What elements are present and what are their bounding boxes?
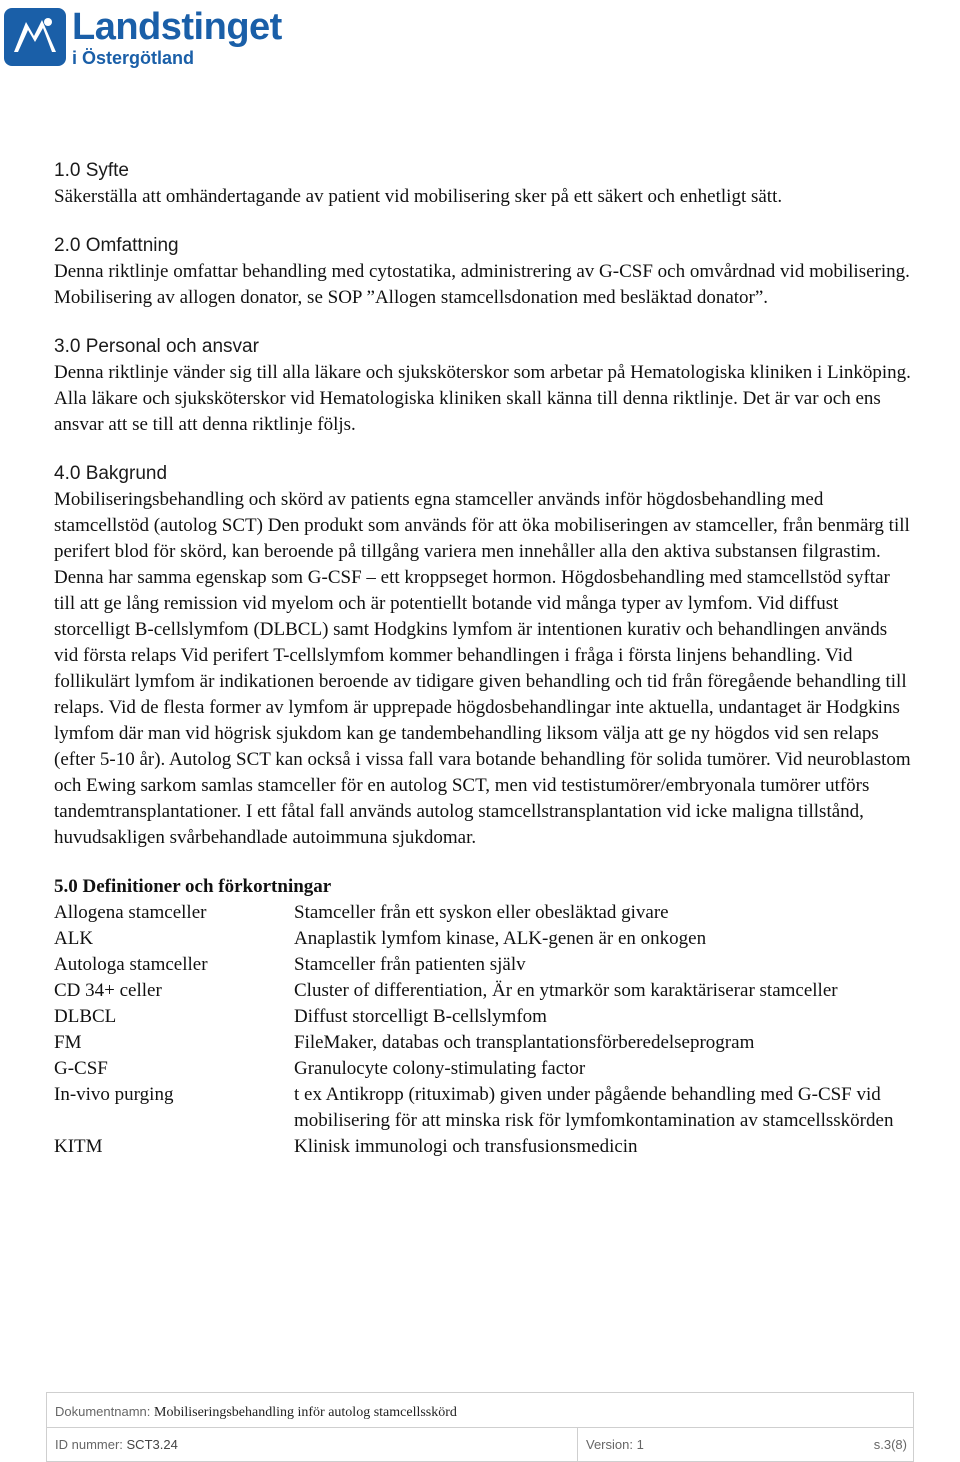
footer-id-label: ID nummer: (55, 1437, 127, 1452)
section-heading: 2.0 Omfattning (54, 235, 179, 256)
definition-row (54, 978, 914, 1004)
footer-page-cell (719, 1427, 913, 1461)
section-heading: 3.0 Personal och ansvar (54, 336, 259, 357)
definition-description: Granulocyte colony-stimulating factor (294, 1058, 586, 1079)
footer-id-cell (47, 1427, 578, 1461)
document-body (54, 158, 914, 1183)
definition-term: DLBCL (54, 1006, 117, 1027)
section-bakgrund (54, 461, 914, 851)
footer-version-label: Version: (586, 1437, 637, 1452)
section-text: Mobiliseringsbehandling och skörd av patients egna stamceller används inför högdosbehandling med stamcellstöd (autolog SCT) Den produkt som används för att öka mobiliseringen av stamceller, från benmärg till perifert blod för skörd, kan beroende på tillgång variera men innehåller alla den aktiva substansen filgrastim. Denna har samma egenskap som G-CSF – ett kroppseget hormon. Högdosbehandling med stamcellstöd syftar till att ge lång remission vid myelom och är potentiellt botande vid många typer av lymfom. Vid diffust storcelligt B-cellslymfom (DLBCL) samt Hodgkins lymfom är intentionen kurativ och behandlingen används vid första relaps Vid perifert T-cellslymfom kommer behandlingen i fråga i första linjens behandling. Vid follikulärt lymfom är indikationen beroende av tidigare given behandling och tid från föregående behandling till relaps. Vid de flesta former av lymfom är upprepade högdosbehandlingar inte aktuella, undantaget är Hodgkins lymfom där man vid högrisk sjukdom kan ge tandembehandling liksom välja att ge ny högdos vid sen relaps (efter 5-10 år). Autolog SCT kan också i vissa fall vara botande behandling för solida tumörer. Vid neuroblastom och Ewing sarkom samlas stamceller för en autolog SCT, men vid testistumörer/embryonala tumörer utförs tandemtransplantationer. I ett fåtal fall används autolog stamcellstransplantation vid icke maligna tillstånd, huvudsakligen svårbehandlade autoimmuna sjukdomar. (54, 489, 911, 848)
definition-row (54, 1004, 914, 1030)
definitions-table (54, 900, 914, 1160)
definition-row (54, 926, 914, 952)
section-definitioner (54, 874, 914, 1160)
footer-doc-name-value: Mobiliseringsbehandling inför autolog stamcellsskörd (154, 1405, 457, 1420)
definition-term: Autologa stamceller (54, 954, 208, 975)
document-footer (46, 1392, 914, 1462)
definition-term: FM (54, 1032, 82, 1053)
footer-document-name (47, 1393, 913, 1428)
definition-row (54, 900, 914, 926)
definition-description: Anaplastik lymfom kinase, ALK-genen är en onkogen (294, 928, 707, 949)
section-text: Säkerställa att omhändertagande av patient vid mobilisering sker på ett säkert och enhetligt sätt. (54, 186, 783, 207)
definition-description: t ex Antikropp (rituximab) given under pågående behandling med G-CSF vid mobilisering för att minska risk för lymfomkontamination av stamcellsskörden (294, 1084, 894, 1131)
definition-description: Stamceller från ett syskon eller obesläktad givare (294, 902, 669, 923)
definition-term: Allogena stamceller (54, 902, 207, 923)
definition-description: Stamceller från patienten själv (294, 954, 526, 975)
section-heading: 5.0 Definitioner och förkortningar (54, 876, 332, 897)
logo-subtitle: i Östergötland (72, 48, 195, 68)
definition-row (54, 1134, 914, 1160)
section-text: Denna riktlinje omfattar behandling med cytostatika, administrering av G-CSF och omvårdnad vid mobilisering. Mobilisering av allogen donator, se SOP ”Allogen stamcellsdonation med besläktad donator”. (54, 261, 910, 308)
definition-row (54, 952, 914, 978)
logo-title: Landstinget (72, 6, 282, 48)
section-heading: 1.0 Syfte (54, 160, 129, 181)
section-text: Denna riktlinje vänder sig till alla läkare och sjuksköterskor som arbetar på Hematologiska kliniken i Linköping. Alla läkare och sjuksköterskor vid Hematologiska kliniken skall känna till denna riktlinje. Det är var och ens ansvar att se till att denna riktlinje följs. (54, 362, 911, 435)
definition-term: ALK (54, 928, 94, 949)
definition-row (54, 1056, 914, 1082)
landstinget-emblem-icon (4, 8, 66, 66)
section-personal-och-ansvar (54, 334, 914, 438)
definition-description: Diffust storcelligt B-cellslymfom (294, 1006, 547, 1027)
footer-meta-row (47, 1427, 913, 1461)
definition-description: Cluster of differentiation, Är en ytmarkör som karaktäriserar stamceller (294, 980, 838, 1001)
definition-term: KITM (54, 1136, 103, 1157)
logo (4, 6, 282, 68)
definition-term: CD 34+ celler (54, 980, 162, 1001)
definition-term: G-CSF (54, 1058, 108, 1079)
footer-id-value: SCT3.24 (126, 1437, 178, 1452)
definition-description: FileMaker, databas och transplantationsförberedelseprogram (294, 1032, 755, 1053)
definition-row (54, 1082, 914, 1134)
definition-description: Klinisk immunologi och transfusionsmedicin (294, 1136, 638, 1157)
footer-version-cell (578, 1427, 718, 1461)
section-syfte (54, 158, 914, 210)
definition-term: In-vivo purging (54, 1084, 174, 1105)
section-omfattning (54, 233, 914, 311)
definition-row (54, 1030, 914, 1056)
section-heading: 4.0 Bakgrund (54, 463, 168, 484)
footer-version-value: 1 (636, 1437, 644, 1452)
footer-doc-name-label: Dokumentnamn: (55, 1404, 154, 1419)
footer-page-number: s.3(8) (873, 1437, 907, 1452)
